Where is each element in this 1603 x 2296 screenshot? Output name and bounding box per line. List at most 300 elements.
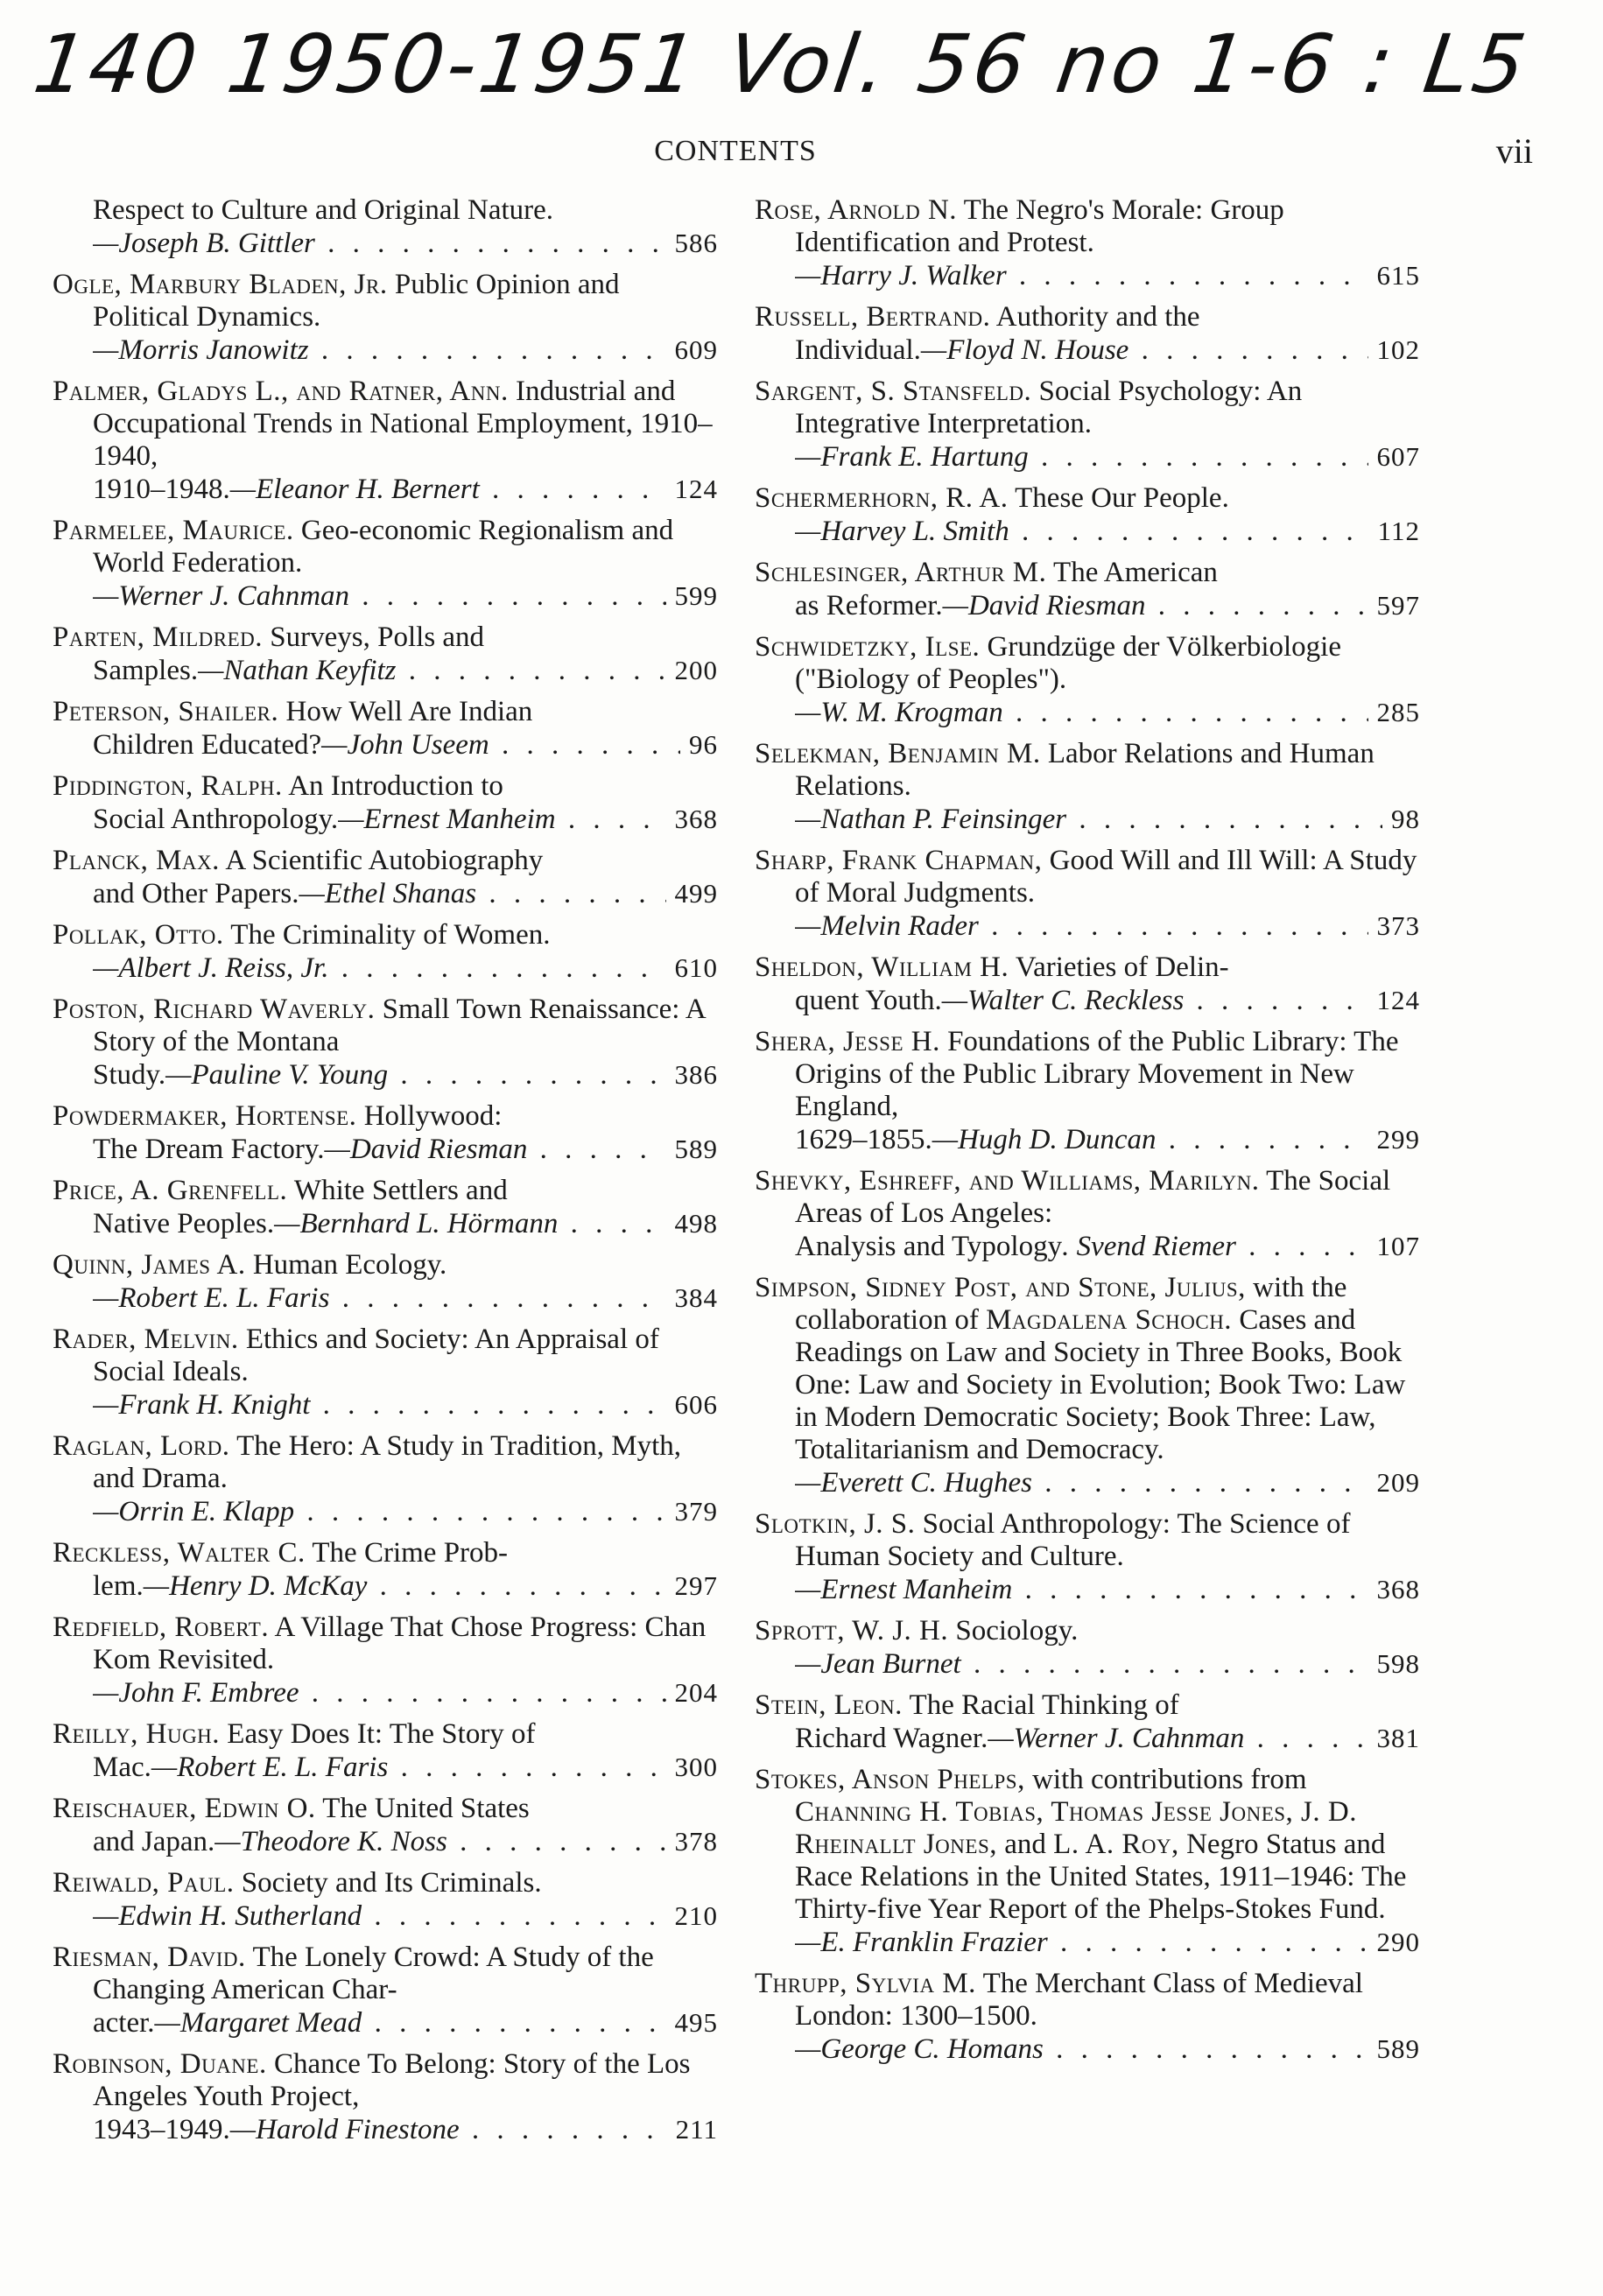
- entry-page: 290: [1376, 1927, 1420, 1957]
- contents-entry: [755, 1615, 1420, 1681]
- entry-author: Riesman, David.: [53, 1941, 246, 1973]
- entry-title: Public Opinion and Political Dynamics.: [93, 269, 620, 333]
- contents-entry: [53, 1324, 718, 1422]
- entry-reviewer: —W. M. Krogman: [795, 697, 1003, 728]
- entry-tail: [93, 1826, 666, 1858]
- entry-reviewer: —Ernest Manheim: [338, 804, 556, 835]
- contents-entry: [755, 951, 1420, 1017]
- entry-tail: [93, 334, 666, 367]
- entry-lead: [755, 1764, 1406, 1925]
- entry-lead: [755, 1272, 1405, 1465]
- entry-reviewer: —Ernest Manheim: [795, 1574, 1013, 1605]
- entry-reviewer: —Nathan P. Feinsinger: [795, 804, 1067, 835]
- entry-reviewer: —Everett C. Hughes: [795, 1467, 1032, 1499]
- entry-author: Schwidetzky, Ilse.: [755, 631, 981, 663]
- entry-author: Schermerhorn, R. A.: [755, 482, 1009, 514]
- entry-leader-line: [795, 334, 1420, 367]
- entry-tail: [93, 2114, 667, 2146]
- contents-entry: [53, 621, 718, 687]
- contents-entry: [53, 1430, 718, 1528]
- entry-lead: [53, 1718, 536, 1750]
- entry-reviewer: —Harry J. Walker: [795, 260, 1007, 291]
- entry-title: The Racial Thinking of: [902, 1689, 1179, 1721]
- entry-leader-line: [93, 1281, 718, 1315]
- entry-leader-line: [93, 803, 718, 836]
- entry-title: A Village That Chose Progress: Chan Kom Revisited.: [93, 1611, 707, 1675]
- entry-tail: [795, 441, 1368, 474]
- entry-author: Planck, Max.: [53, 845, 220, 876]
- entry-title-tail: Individual.: [795, 334, 921, 366]
- entry-page: 285: [1376, 697, 1420, 727]
- entry-tail: [93, 1752, 666, 1784]
- entry-reviewer: —Werner J. Cahnman: [93, 580, 350, 612]
- entry-title-tail: as Reformer.: [795, 590, 943, 621]
- entry-reviewer: —Bernhard L. Hörmann: [274, 1208, 559, 1239]
- entry-lead: [755, 1026, 1398, 1122]
- contents-entry: [53, 1175, 718, 1240]
- entry-lead: [93, 194, 553, 226]
- entry-leader-line: [93, 1495, 718, 1528]
- entry-title: The Criminality of Women.: [223, 919, 551, 951]
- entry-tail: [795, 804, 1382, 836]
- entry-page: 204: [674, 1677, 718, 1708]
- contents-entry: [53, 1249, 718, 1315]
- entry-author: Sprott, W. J. H.: [755, 1615, 949, 1647]
- entry-tail: [93, 1134, 666, 1166]
- contents-entry: [755, 376, 1420, 474]
- entry-title-tail: Social Anthropology.: [93, 804, 339, 835]
- entry-leader-line: [93, 334, 718, 367]
- entry-page: 102: [1376, 334, 1420, 365]
- entry-author: Price, A. Grenfell.: [53, 1175, 288, 1206]
- entry-leader-line: [795, 440, 1420, 474]
- contents-entry: [53, 1100, 718, 1166]
- entry-tail: [795, 1574, 1368, 1606]
- entry-title-tail: Analysis and Typology: [795, 1231, 1063, 1262]
- entry-title: Respect to Culture and Original Nature.: [93, 194, 554, 226]
- entry-title-tail: and Japan.: [93, 1826, 215, 1857]
- entry-author: Schlesinger, Arthur M.: [755, 557, 1047, 588]
- entry-leader-line: [93, 1825, 718, 1858]
- entry-title: with the collaboration of: [795, 1272, 1347, 1336]
- page-number: vii: [1495, 131, 1533, 171]
- entry-author: Shera, Jesse H.: [755, 1026, 940, 1057]
- entry-lead: [53, 621, 484, 653]
- entry-coauthor: Channing H. Tobias, Thomas Jesse Jones, J. D. Rheinallt Jones,: [795, 1796, 1357, 1860]
- entry-tail: [93, 655, 666, 687]
- entry-tail: [795, 260, 1368, 292]
- entry-page: 378: [674, 1826, 718, 1857]
- entry-author: Redfield, Robert.: [53, 1611, 270, 1643]
- entry-title: Chance To Belong: Story of the Los Angeles Youth Project,: [93, 2048, 691, 2112]
- entry-title: The Crime Prob-: [305, 1537, 509, 1569]
- entry-title: White Settlers and: [287, 1175, 508, 1206]
- entry-tail: [93, 474, 666, 506]
- entry-title: Grundzüge der Völkerbiologie ("Biology of Peoples").: [795, 631, 1341, 695]
- entry-title: Foundations of the Public Library: The Origins of the Public Library Movement in New England,: [795, 1026, 1399, 1122]
- entry-page: 610: [674, 952, 718, 983]
- entry-lead: [755, 738, 1375, 802]
- page-title: CONTENTS: [654, 135, 817, 167]
- entry-lead: [53, 1793, 530, 1824]
- entry-title-tail: 1943–1949.: [93, 2114, 230, 2145]
- entry-title: The Merchant Class of Medieval London: 1300–1500.: [795, 1968, 1363, 2032]
- entry-title-tail: 1910–1948.: [93, 474, 230, 505]
- entry-title: Easy Does It: The Story of: [220, 1718, 536, 1750]
- entry-page: 386: [674, 1059, 718, 1090]
- entry-title: The American: [1046, 557, 1218, 588]
- entry-leader-line: [93, 2113, 718, 2146]
- entry-reviewer: —Hugh D. Duncan: [932, 1124, 1157, 1155]
- contents-entry: [755, 1508, 1420, 1606]
- entry-page: 124: [674, 474, 718, 504]
- entry-leader-line: [795, 909, 1420, 943]
- entry-title: Good Will and Ill Will: A Study of Moral Judgments.: [795, 845, 1417, 909]
- entry-lead: [755, 482, 1229, 514]
- entry-author: Russell, Bertrand.: [755, 301, 991, 333]
- entry-tail: [795, 1723, 1368, 1755]
- entry-tail: [93, 580, 666, 613]
- entry-leader-line: [795, 589, 1420, 622]
- entry-author: Rader, Melvin.: [53, 1324, 239, 1355]
- contents-entry: [53, 1718, 718, 1784]
- entry-title: The Hero: A Study in Tradition, Myth, and Drama.: [93, 1430, 681, 1494]
- contents-entry: [755, 1272, 1420, 1499]
- contents-entry: [755, 1026, 1420, 1156]
- contents-entry: [755, 1764, 1420, 1959]
- entry-tail: [795, 697, 1368, 729]
- entry-lead: [755, 1165, 1390, 1229]
- entry-reviewer: —Edwin H. Sutherland: [93, 1900, 362, 1932]
- entry-author: Quinn, James A.: [53, 1249, 246, 1281]
- entry-author: Reischauer, Edwin O.: [53, 1793, 316, 1824]
- entry-lead: [755, 376, 1302, 439]
- entry-tail: [795, 1231, 1368, 1263]
- entry-title-tail: and Other Papers.: [93, 878, 299, 909]
- entry-title: Small Town Renaissance: A Story of the Montana: [93, 994, 705, 1057]
- entry-reviewer: —Jean Burnet: [795, 1648, 961, 1680]
- entry-page: 107: [1376, 1231, 1420, 1261]
- entry-title: Surveys, Polls and: [263, 621, 485, 653]
- contents-entry: [53, 2048, 718, 2146]
- entry-reviewer: —Pauline V. Young: [165, 1059, 389, 1091]
- entry-lead: [53, 1100, 502, 1132]
- right-column: [755, 194, 1420, 2075]
- entry-tail: [795, 1927, 1368, 1959]
- entry-tail: [93, 1389, 666, 1422]
- entry-author: Ogle, Marbury Bladen, Jr.: [53, 269, 388, 300]
- entry-lead: [755, 557, 1218, 588]
- contents-entry: [53, 376, 718, 506]
- entry-title: with contributions from: [1024, 1764, 1307, 1795]
- entry-reviewer: —Margaret Mead: [154, 2007, 362, 2039]
- entry-reviewer: —David Riesman: [324, 1134, 528, 1165]
- entry-tail: [93, 228, 666, 260]
- entry-tail: [795, 2033, 1368, 2066]
- entry-lead: [755, 631, 1341, 695]
- entry-leader-line: [93, 227, 718, 260]
- entry-page: 211: [675, 2114, 718, 2145]
- entry-tail: [93, 729, 680, 762]
- entry-author: Slotkin, J. S.: [755, 1508, 916, 1540]
- entry-lead: [53, 2048, 690, 2112]
- entry-page: 209: [1376, 1467, 1420, 1498]
- entry-title: Geo-economic Regionalism and World Federation.: [93, 515, 674, 579]
- entry-lead: [53, 1941, 654, 2005]
- entry-reviewer: —Joseph B. Gittler: [93, 228, 315, 259]
- contents-entry: [53, 194, 718, 260]
- entry-title-tail: Native Peoples.: [93, 1208, 275, 1239]
- handwritten-call-number: 140 1950-1951 Vol. 56 no 1-6 : L5: [28, 18, 1535, 111]
- contents-entry: [755, 557, 1420, 622]
- entry-title-tail: Children Educated?: [93, 729, 322, 761]
- entry-title-tail: acter.: [93, 2007, 155, 2039]
- entry-author: Sargent, S. Stansfeld.: [755, 376, 1032, 407]
- entry-reviewer: —E. Franklin Frazier: [795, 1927, 1048, 1958]
- entry-title: Ethics and Society: An Appraisal of Social Ideals.: [93, 1324, 659, 1387]
- entry-lead: [755, 1615, 1078, 1647]
- entry-title: The Social Areas of Los Angeles:: [795, 1165, 1391, 1229]
- entry-page: 609: [674, 334, 718, 365]
- entry-page: 368: [674, 804, 718, 834]
- entry-page: 615: [1376, 260, 1420, 291]
- entry-title: Social Anthropology: The Science of Human Society and Culture.: [795, 1508, 1351, 1572]
- entry-author: Thrupp, Sylvia M.: [755, 1968, 976, 1999]
- entry-tail: [93, 1570, 666, 1603]
- entry-author: Powdermaker, Hortense.: [53, 1100, 357, 1132]
- contents-entry: [53, 919, 718, 985]
- entry-reviewer: —Harold Finestone: [229, 2114, 460, 2145]
- entry-page: 112: [1377, 516, 1420, 546]
- entry-page: 381: [1376, 1723, 1420, 1753]
- entry-title: A Scientific Autobiography: [219, 845, 544, 876]
- entry-tail: [795, 1124, 1368, 1156]
- entry-reviewer: —Orrin E. Klapp: [93, 1496, 295, 1527]
- entry-page: 98: [1391, 804, 1420, 834]
- contents-entry: [755, 631, 1420, 729]
- entry-title: How Well Are Indian: [278, 696, 533, 727]
- entry-author: Palmer, Gladys L., and Ratner, Ann.: [53, 376, 509, 407]
- entry-author: Reckless, Walter C.: [53, 1537, 306, 1569]
- entry-author: Rose, Arnold N.: [755, 194, 958, 226]
- contents-entry: [53, 994, 718, 1092]
- entry-lead: [755, 301, 1200, 333]
- page-header: [0, 130, 1603, 173]
- entry-author: Raglan, Lord.: [53, 1430, 230, 1462]
- entry-tail: [93, 1496, 666, 1528]
- entry-title: Cases and Readings on Law and Society in Three Books, Book One: Law and Society in Evolution; Book Two: Law in Modern Democratic Society; Book Three: Law, Totalitarianism and Democracy.: [795, 1304, 1406, 1465]
- entry-lead: [53, 696, 532, 727]
- entry-tail: [93, 1282, 666, 1315]
- entry-page: 598: [1376, 1648, 1420, 1679]
- entry-lead: [53, 770, 503, 802]
- entry-reviewer: —Walter C. Reckless: [941, 985, 1185, 1016]
- entry-tail: [795, 910, 1368, 943]
- entry-reviewer: —David Riesman: [942, 590, 1146, 621]
- entry-tail: [795, 1467, 1368, 1499]
- entry-reviewer: —George C. Homans: [795, 2033, 1044, 2065]
- entry-author: Poston, Richard Waverly.: [53, 994, 376, 1025]
- entry-reviewer: —John F. Embree: [93, 1677, 299, 1709]
- entry-page: 499: [674, 878, 718, 909]
- entry-author: Parmelee, Maurice.: [53, 515, 294, 546]
- entry-leader-line: [795, 1647, 1420, 1681]
- contents-entry: [755, 738, 1420, 836]
- entry-title-tail: Mac.: [93, 1752, 151, 1783]
- entry-tail: [93, 2007, 666, 2040]
- entry-leader-line: [93, 2006, 718, 2040]
- entry-lead: [53, 269, 620, 333]
- entry-title: These Our People.: [1008, 482, 1229, 514]
- entry-leader-line: [795, 2033, 1420, 2066]
- entry-tail: [93, 1900, 666, 1933]
- entry-title-tail: Study.: [93, 1059, 166, 1091]
- left-column: [53, 194, 718, 2155]
- contents-entry: [53, 845, 718, 910]
- entry-author: Reilly, Hugh.: [53, 1718, 221, 1750]
- entry-leader-line: [93, 877, 718, 910]
- entry-leader-line: [795, 1123, 1420, 1156]
- contents-entry: [53, 1793, 718, 1858]
- entry-title-tail: Richard Wagner.: [795, 1723, 988, 1754]
- entry-title-tail: The Dream Factory.: [93, 1134, 325, 1165]
- contents-entry: [755, 482, 1420, 548]
- entry-author: Simpson, Sidney Post, and Stone, Julius,: [755, 1272, 1246, 1303]
- entry-tail: [93, 1059, 666, 1092]
- entry-leader-line: [93, 1569, 718, 1603]
- entry-reviewer: —Floyd N. House: [920, 334, 1129, 366]
- entry-page: 124: [1376, 985, 1420, 1015]
- contents-entry: [755, 1689, 1420, 1755]
- entry-page: 599: [674, 580, 718, 611]
- contents-entry: [53, 1537, 718, 1603]
- entry-page: 597: [1376, 590, 1420, 621]
- entry-title: Varieties of Delin-: [1009, 951, 1229, 983]
- entry-author: Shevky, Eshreff, and Williams, Marilyn.: [755, 1165, 1260, 1197]
- entry-title: Labor Relations and Human Relations.: [795, 738, 1375, 802]
- entry-lead: [53, 1175, 508, 1206]
- contents-entry: [755, 1968, 1420, 2066]
- entry-title: Industrial and Occupational Trends in National Employment, 1910–1940,: [93, 376, 713, 472]
- entry-page: 586: [674, 228, 718, 258]
- entry-leader-line: [795, 1722, 1420, 1755]
- entry-lead: [53, 919, 551, 951]
- entry-author: Sheldon, William H.: [755, 951, 1009, 983]
- entry-page: 299: [1376, 1124, 1420, 1155]
- entry-leader-line: [93, 1676, 718, 1710]
- entry-leader-line: [795, 515, 1420, 548]
- entry-reviewer: —Eleanor H. Bernert: [229, 474, 480, 505]
- entry-page: 297: [674, 1570, 718, 1601]
- entry-reviewer: . Svend Riemer: [1062, 1231, 1236, 1262]
- entry-tail: [93, 804, 666, 836]
- entry-leader-line: [93, 1207, 718, 1240]
- entry-reviewer: —Henry D. McKay: [143, 1570, 368, 1602]
- entry-leader-line: [795, 1573, 1420, 1606]
- entry-author: Sharp, Frank Chapman,: [755, 845, 1043, 876]
- entry-leader-line: [93, 951, 718, 985]
- entry-page: 589: [1376, 2033, 1420, 2064]
- entry-leader-line: [795, 1466, 1420, 1499]
- entry-title: An Introduction to: [282, 770, 503, 802]
- entry-tail: [93, 952, 666, 985]
- entry-author: Robinson, Duane.: [53, 2048, 267, 2080]
- entry-lead: [755, 951, 1229, 983]
- entry-leader-line: [93, 1388, 718, 1422]
- entry-page: 300: [674, 1752, 718, 1782]
- entry-page: 373: [1376, 910, 1420, 941]
- entry-lead: [755, 1968, 1363, 2032]
- entry-leader-line: [795, 1926, 1420, 1959]
- entry-author: Peterson, Shailer.: [53, 696, 279, 727]
- entry-leader-line: [795, 696, 1420, 729]
- entry-title: Human Ecology.: [245, 1249, 447, 1281]
- entry-reviewer: —Robert E. L. Faris: [93, 1282, 330, 1314]
- entry-title-tail: quent Youth.: [795, 985, 942, 1016]
- entry-coauthor: L. A. Roy,: [1053, 1829, 1179, 1860]
- entry-author: Pollak, Otto.: [53, 919, 224, 951]
- entry-tail: [93, 1677, 666, 1710]
- entry-reviewer: —Frank H. Knight: [93, 1389, 311, 1421]
- entry-leader-line: [93, 579, 718, 613]
- entry-page: 498: [674, 1208, 718, 1239]
- entry-reviewer: —Ethel Shanas: [299, 878, 477, 909]
- entry-page: 607: [1376, 441, 1420, 472]
- entry-tail: [93, 1208, 666, 1240]
- entry-reviewer: —John Useem: [321, 729, 489, 761]
- entry-page: 384: [674, 1282, 718, 1313]
- entry-author: Stokes, Anson Phelps,: [755, 1764, 1025, 1795]
- entry-page: 200: [674, 655, 718, 685]
- entry-leader-line: [795, 984, 1420, 1017]
- entry-page: 495: [674, 2007, 718, 2038]
- entry-lead: [53, 1537, 508, 1569]
- entry-page: 210: [674, 1900, 718, 1931]
- entry-title-tail: Samples.: [93, 655, 199, 686]
- entry-reviewer: —Harvey L. Smith: [795, 516, 1009, 547]
- entry-lead: [53, 1611, 706, 1675]
- entry-author: Reiwald, Paul.: [53, 1867, 235, 1899]
- entry-lead: [53, 376, 713, 472]
- entry-title: Hollywood:: [356, 1100, 503, 1132]
- entry-author: Piddington, Ralph.: [53, 770, 283, 802]
- entry-leader-line: [93, 1899, 718, 1933]
- entry-reviewer: —Werner J. Cahnman: [988, 1723, 1245, 1754]
- entry-tail: [93, 878, 666, 910]
- entry-leader-line: [795, 1230, 1420, 1263]
- contents-entry: [53, 269, 718, 367]
- entry-leader-line: [93, 728, 718, 762]
- entry-leader-line: [93, 473, 718, 506]
- contents-entry: [53, 696, 718, 762]
- contents-entry: [755, 194, 1420, 292]
- contents-entry: [53, 1867, 718, 1933]
- entry-lead: [53, 1324, 659, 1387]
- entry-reviewer: —Frank E. Hartung: [795, 441, 1029, 473]
- entry-page: 379: [674, 1496, 718, 1527]
- entry-title: Authority and the: [990, 301, 1200, 333]
- entry-reviewer: —Melvin Rader: [795, 910, 979, 942]
- entry-reviewer: —Morris Janowitz: [93, 334, 309, 366]
- entry-author: Parten, Mildred.: [53, 621, 264, 653]
- entry-leader-line: [795, 803, 1420, 836]
- entry-title: The Negro's Morale: Group Identification and Protest.: [795, 194, 1284, 258]
- contents-entry: [53, 515, 718, 613]
- entry-author: Selekman, Benjamin M.: [755, 738, 1041, 769]
- entry-reviewer: —Theodore K. Noss: [214, 1826, 447, 1857]
- contents-entry: [53, 1611, 718, 1710]
- entry-title-tail: 1629–1855.: [795, 1124, 932, 1155]
